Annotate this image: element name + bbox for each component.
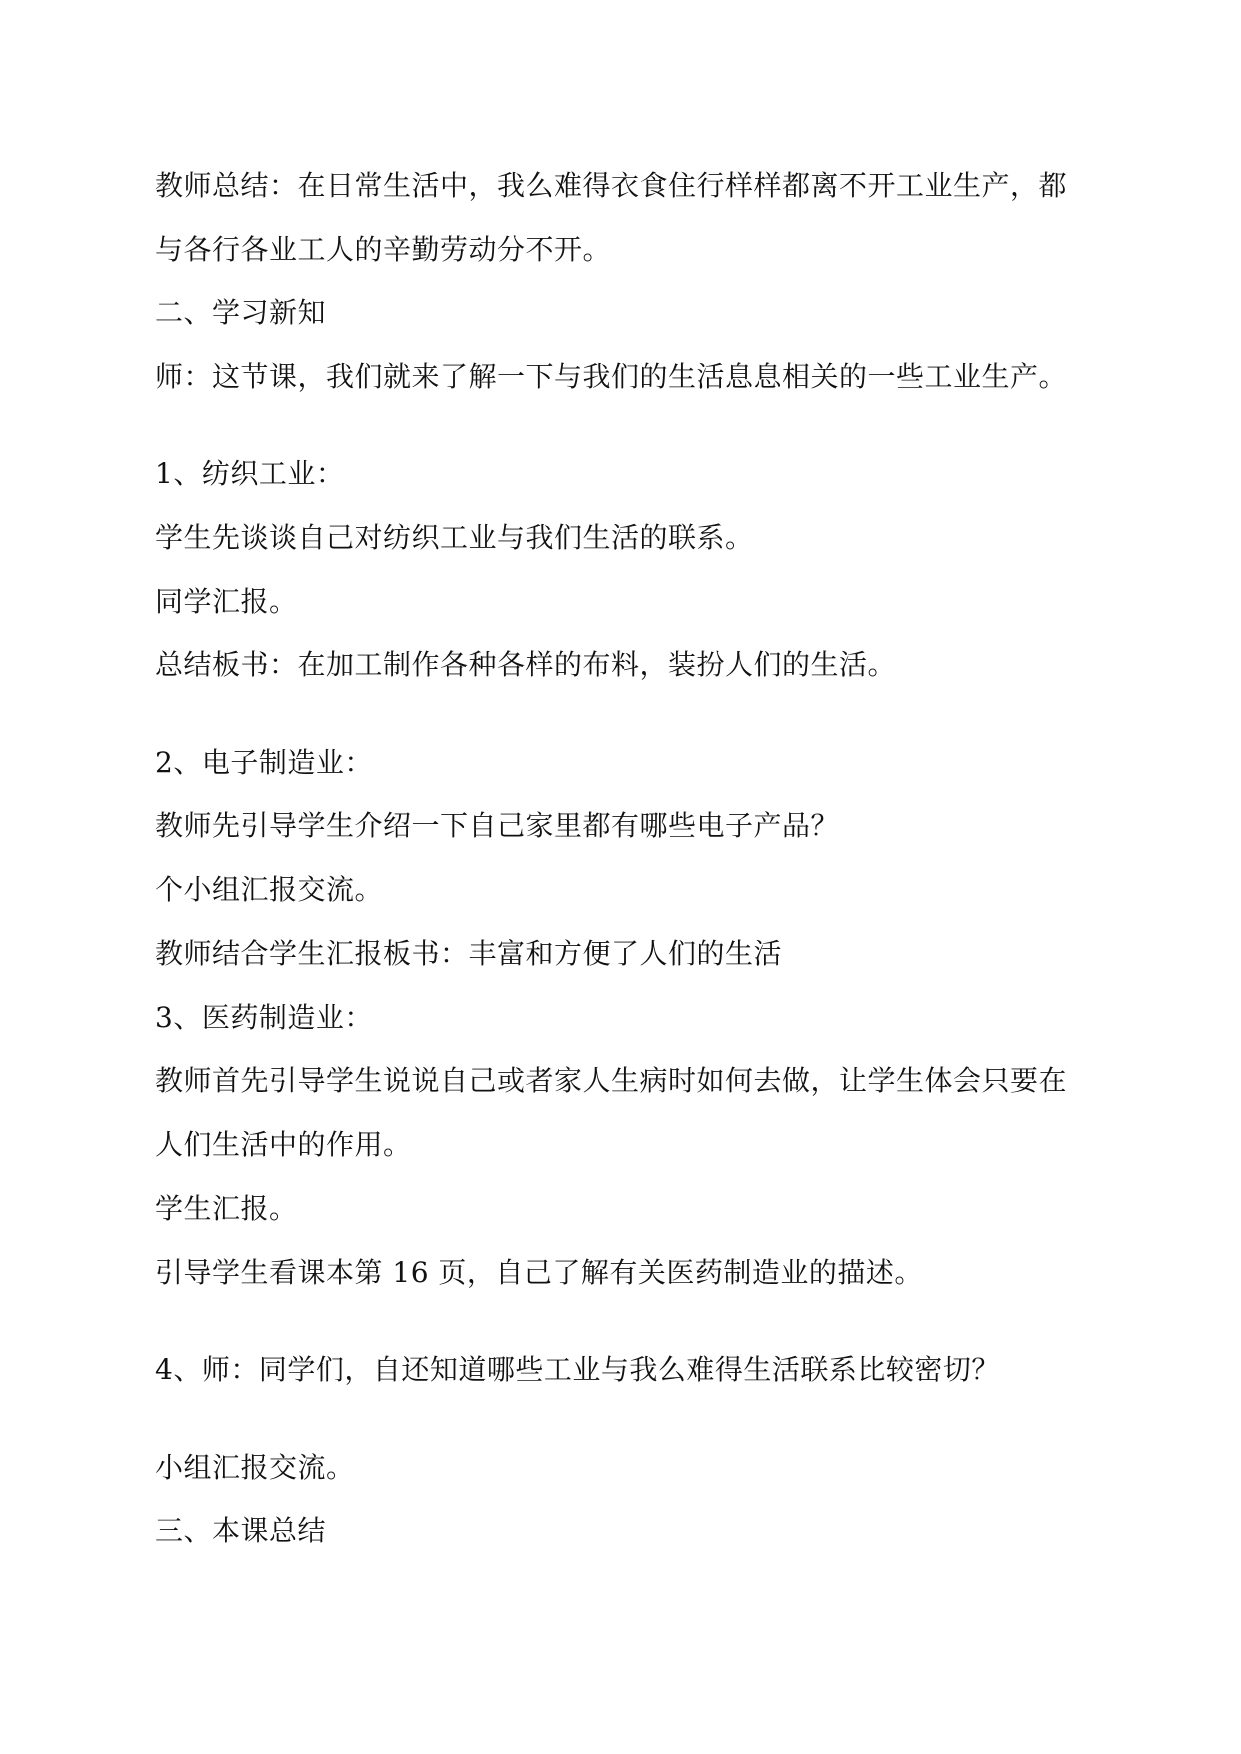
paragraph-line: 同学汇报。: [155, 585, 298, 618]
paragraph-line: 教师结合学生汇报板书：丰富和方便了人们的生活: [155, 937, 783, 970]
paragraph-line: 与各行各业工人的辛勤劳动分不开。: [155, 233, 612, 266]
paragraph-line: 总结板书：在加工制作各种各样的布料，装扮人们的生活。: [155, 648, 897, 681]
subsection-heading: 2、电子制造业：: [155, 746, 373, 779]
paragraph-line: 人们生活中的作用。: [155, 1128, 412, 1161]
subsection-heading: 3、医药制造业：: [155, 1001, 373, 1034]
section-heading: 三、本课总结: [155, 1514, 327, 1547]
paragraph-line: 学生先谈谈自己对纺织工业与我们生活的联系。: [155, 521, 754, 554]
subsection-heading: 4、师：同学们，自还知道哪些工业与我么难得生活联系比较密切？: [155, 1353, 1000, 1386]
section-heading: 二、学习新知: [155, 296, 327, 329]
paragraph-line: 教师首先引导学生说说自己或者家人生病时如何去做，让学生体会只要在: [155, 1064, 1068, 1097]
paragraph-line: 引导学生看课本第 16 页，自己了解有关医药制造业的描述。: [155, 1256, 923, 1289]
subsection-heading: 1、纺织工业：: [155, 457, 345, 490]
paragraph-line: 教师先引导学生介绍一下自己家里都有哪些电子产品？: [155, 809, 840, 842]
paragraph-line: 个小组汇报交流。: [155, 873, 384, 906]
paragraph-line: 学生汇报。: [155, 1192, 298, 1225]
paragraph-line: 教师总结：在日常生活中，我么难得衣食住行样样都离不开工业生产，都: [155, 169, 1068, 202]
paragraph-line: 小组汇报交流。: [155, 1451, 355, 1484]
paragraph-line: 师：这节课，我们就来了解一下与我们的生活息息相关的一些工业生产。: [155, 360, 1068, 393]
